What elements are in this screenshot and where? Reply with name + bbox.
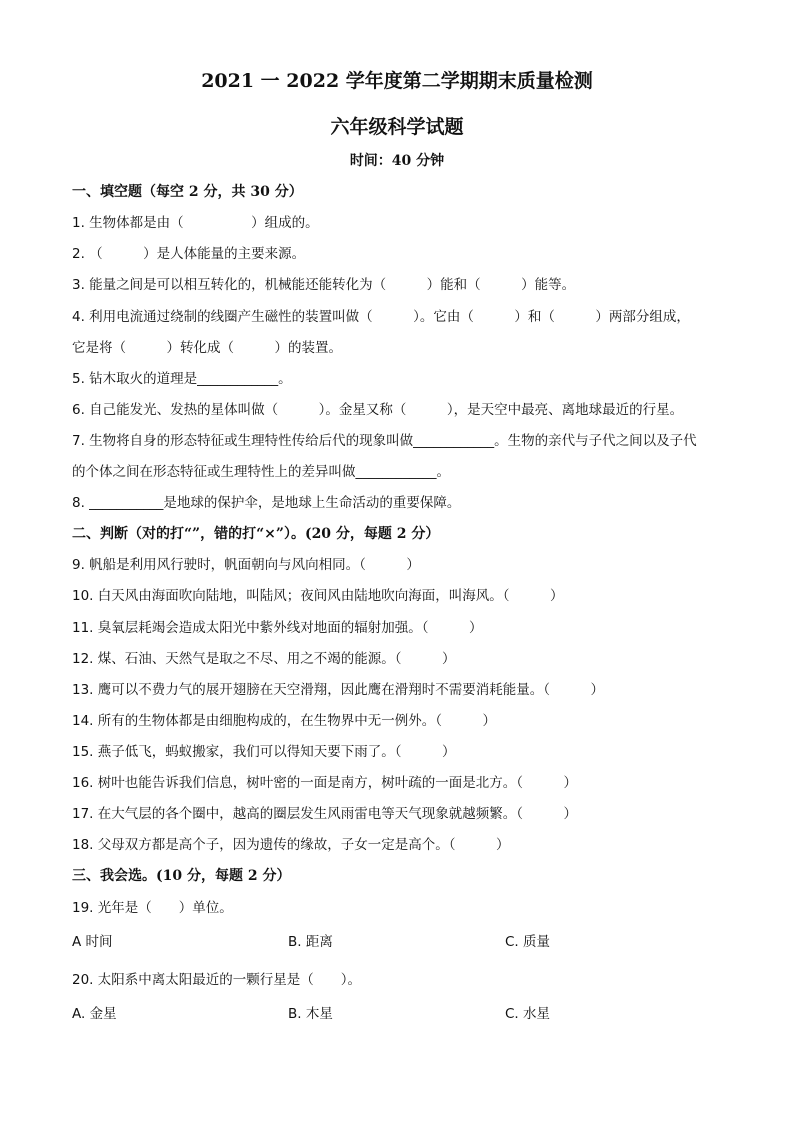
- question-20: 20. 太阳系中离太阳最近的一颗行星是（ ）。: [72, 972, 362, 988]
- question-line: 8. ___________是地球的保护伞，是地球上生命活动的重要保障。: [72, 495, 461, 511]
- question-line: 1. 生物体都是由（ ）组成的。: [72, 215, 319, 231]
- question-line: 18. 父母双方都是高个子，因为遗传的缘故，子女一定是高个。（ ）: [72, 837, 510, 853]
- question-line: 11. 臭氧层耗竭会造成太阳光中紫外线对地面的辐射加强。（ ）: [72, 620, 483, 636]
- exam-subtitle: 六年级科学试题: [330, 116, 464, 138]
- question-line: 16. 树叶也能告诉我们信息，树叶密的一面是南方，树叶疏的一面是北方。（ ）: [72, 775, 578, 791]
- question-line: 2. （ ）是人体能量的主要来源。: [72, 246, 306, 262]
- section2-heading: 二、判断（对的打“”，错的打“×”）。(20 分，每题 2 分）: [72, 526, 440, 542]
- question-line: 它是将（ ）转化成（ ）的装置。: [72, 340, 342, 356]
- exam-title: 2021 一 2022 学年度第二学期期末质量检测: [201, 70, 593, 92]
- question-line: 4. 利用电流通过绕制的线圈产生磁性的装置叫做（ ）。它由（ ）和（ ）两部分组成，: [72, 309, 690, 325]
- q20-option-c: C. 水星: [505, 1006, 551, 1022]
- q19-option-c: C. 质量: [505, 934, 551, 950]
- question-line: 6. 自己能发光、发热的星体叫做（ ）。金星又称（ ），是天空中最亮、离地球最近的行星。: [72, 402, 684, 418]
- question-19: 19. 光年是（ ）单位。: [72, 900, 233, 916]
- question-line: 12. 煤、石油、天然气是取之不尽、用之不竭的能源。（ ）: [72, 651, 456, 667]
- question-line: 的个体之间在形态特征或生理特性上的差异叫做____________。: [72, 464, 450, 480]
- section1-heading: 一、填空题（每空 2 分，共 30 分）: [72, 184, 303, 200]
- q19-option-b: B. 距离: [288, 934, 333, 950]
- question-line: 14. 所有的生物体都是由细胞构成的，在生物界中无一例外。（ ）: [72, 713, 497, 729]
- question-line: 9. 帆船是利用风行驶时，帆面朝向与风向相同。（ ）: [72, 557, 420, 573]
- question-line: 17. 在大气层的各个圈中，越高的圈层发生风雨雷电等天气现象就越频繁。（ ）: [72, 806, 578, 822]
- question-line: 7. 生物将自身的形态特征或生理特性传给后代的现象叫做____________。生物的亲代与子代之间以及子代: [72, 433, 697, 449]
- q20-option-b: B. 木星: [288, 1006, 333, 1022]
- question-line: 10. 白天风由海面吹向陆地，叫陆风；夜间风由陆地吹向海面，叫海风。（ ）: [72, 588, 564, 604]
- section3-heading: 三、我会选。(10 分，每题 2 分）: [72, 868, 291, 884]
- question-line: 3. 能量之间是可以相互转化的，机械能还能转化为（ ）能和（ ）能等。: [72, 277, 576, 293]
- q19-option-a: A 时间: [72, 934, 113, 950]
- q20-option-a: A. 金星: [72, 1006, 117, 1022]
- question-line: 13. 鹰可以不费力气的展开翅膀在天空滑翔，因此鹰在滑翔时不需要消耗能量。（ ）: [72, 682, 605, 698]
- question-line: 5. 钻木取火的道理是____________。: [72, 371, 292, 387]
- question-line: 15. 燕子低飞，蚂蚁搬家，我们可以得知天要下雨了。（ ）: [72, 744, 456, 760]
- exam-time: 时间：40 分钟: [349, 153, 445, 169]
